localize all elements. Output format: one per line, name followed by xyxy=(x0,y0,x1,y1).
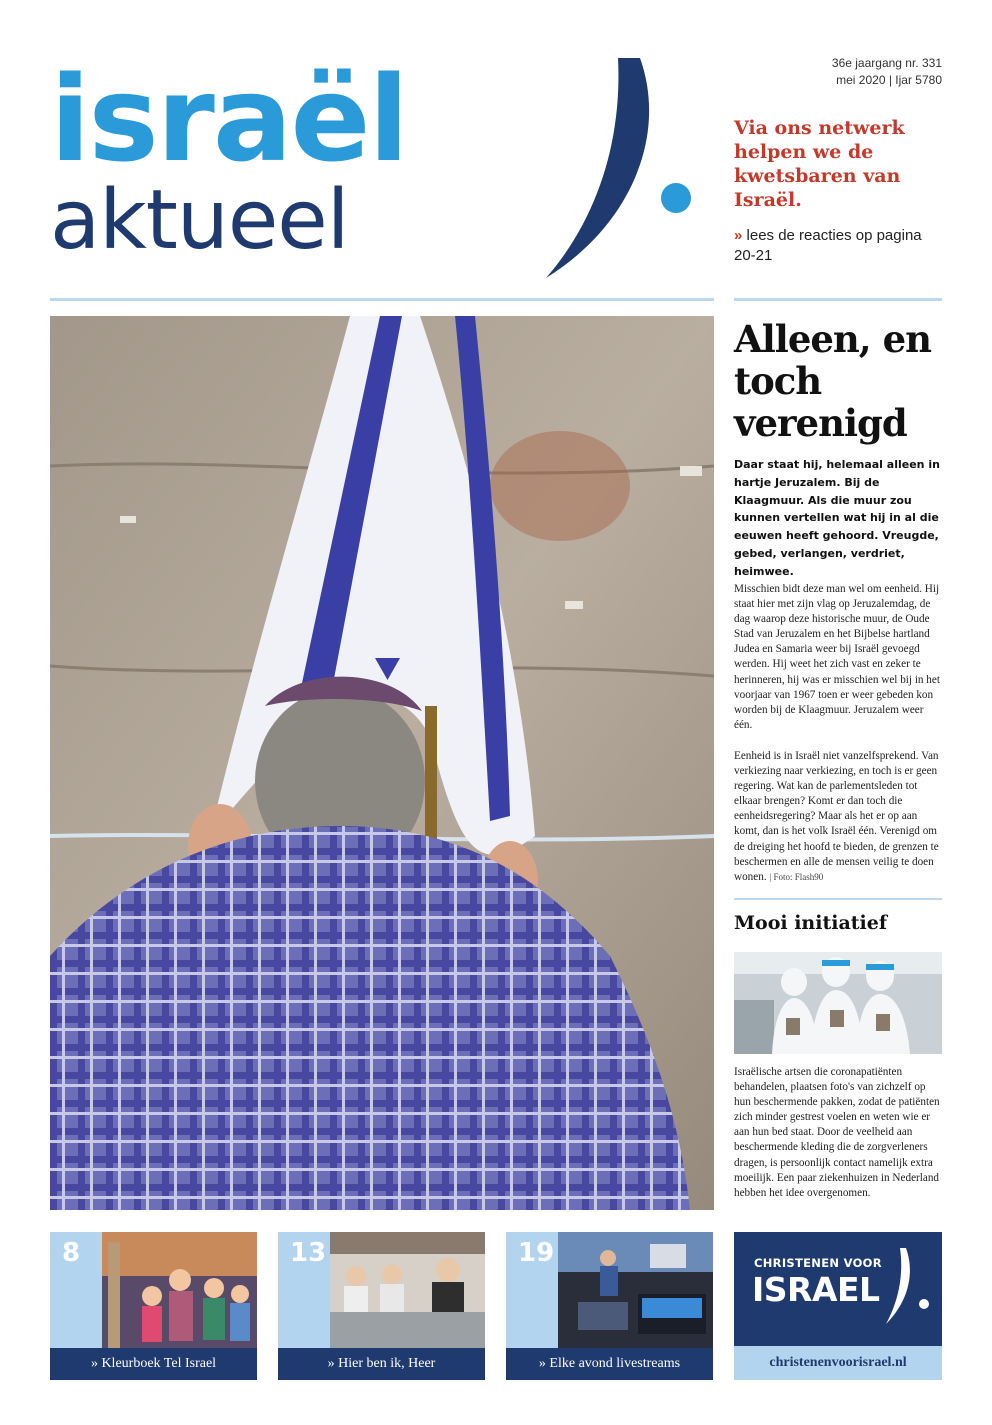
tile-page-number: 19 xyxy=(518,1238,555,1268)
tile-page-number: 13 xyxy=(290,1238,327,1268)
main-paragraph-2-text: Eenheid is in Israël niet vanzelfsprekend. Van verkiezing naar verkiezing, en toch is er geen regering. Wat kan de parlementsleden tot elkaar brengen? Komt er dan toch die eenheidsregering? Maar als het er op aan komt, dan is het volk Israël één. Verenigd om de dreiging het hoofd te bieden, de grenzen te beschermen en alle de mensen veilig te doen wonen. xyxy=(734,750,939,883)
tile-image-cartoon xyxy=(102,1232,257,1348)
teaser-link-text: lees de reacties op pagina 20-21 xyxy=(734,227,922,264)
tile-label: » Elke avond livestreams xyxy=(506,1348,713,1380)
brand-swoosh-logo xyxy=(884,1246,934,1326)
brand-block[interactable] xyxy=(734,1232,942,1380)
tile-image-studio xyxy=(558,1232,713,1348)
tile-kleurboek[interactable] xyxy=(50,1232,257,1380)
masthead-title-aktueel: aktueel xyxy=(50,173,349,268)
issue-info xyxy=(832,55,942,89)
tile-image-kitchen xyxy=(330,1232,485,1348)
tile-label: » Kleurboek Tel Israel xyxy=(50,1348,257,1380)
main-lead: Daar staat hij, helemaal alleen in hartje Jeruzalem. Bij de Klaagmuur. Als die muur zou kunnen vertellen wat hij in al die eeuwen heeft gehoord. Vreugde, gebed, verlangen, verdriet, heimwee. xyxy=(734,458,940,578)
divider-side xyxy=(734,898,942,900)
issue-date: mei 2020 | Ijar 5780 xyxy=(836,73,942,87)
doctors-photo xyxy=(734,952,942,1054)
issue-number: 36e jaargang nr. 331 xyxy=(831,56,942,70)
brand-line-1: CHRISTENEN VOOR xyxy=(754,1256,882,1270)
tile-livestreams[interactable] xyxy=(506,1232,713,1380)
divider-right xyxy=(734,298,942,301)
masthead-swoosh-logo xyxy=(540,56,700,282)
teaser-headline: Via ons netwerk helpen we de kwetsbaren van Israël. xyxy=(734,117,905,211)
main-paragraph-1: Misschien bidt deze man wel om eenheid. Hij staat hier met zijn vlag op Jeruzalemdag, de dag waarop deze historische muur, de Oude Stad van Jeruzalem en het Bijbelse hartland Judea en Samaria weer bij Israël gevoegd werden. Hij weet het zich vast en zeker te herinneren, hij was er misschien wel bij in het voorjaar van 1967 toen er weer gebeden kon worden bij de Klaagmuur. Jeruzalem weer één. xyxy=(734,583,940,731)
masthead-title-israel: israël xyxy=(50,50,407,188)
main-headline: Alleen, en toch verenigd xyxy=(734,317,932,445)
photo-credit: | Foto: Flash90 xyxy=(769,871,824,882)
brand-url[interactable]: christenenvoorisrael.nl xyxy=(734,1346,942,1380)
side-headline: Mooi initiatief xyxy=(734,912,888,934)
tile-page-number: 8 xyxy=(62,1238,81,1268)
brand-line-2: ISRAEL xyxy=(752,1270,880,1309)
tile-hier-ben-ik[interactable] xyxy=(278,1232,485,1380)
main-paragraph-2 xyxy=(734,749,944,885)
divider-left xyxy=(50,298,714,301)
teaser-arrow-icon: » xyxy=(734,227,743,244)
side-body: Israëlische artsen die coronapatiënten behandelen, plaatsen foto's van zichzelf op hun beschermende pakken, zodat de patiënten zich minder gestrest voelen en weten wie er aan hun bed staat. Door de veelheid aan beschermende kleding die de zorgverleners dragen, is persoonlijk contact namelijk extra moeilijk. Een paar ziekenhuizen in Nederland hebben het idee overgenomen. xyxy=(734,1066,940,1199)
hero-photo xyxy=(50,316,714,1210)
tile-label: » Hier ben ik, Heer xyxy=(278,1348,485,1380)
teaser-link[interactable] xyxy=(734,226,944,266)
